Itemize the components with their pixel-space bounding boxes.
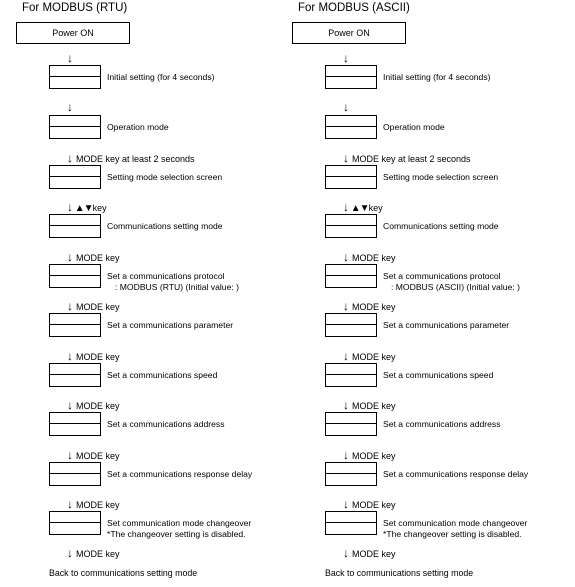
display-box [325, 264, 377, 288]
step-label: Initial setting (for 4 seconds) [107, 72, 215, 82]
step-arrow [343, 101, 349, 114]
step-arrow [67, 152, 195, 165]
down-arrow-icon: ↓ [67, 151, 73, 165]
display-box [49, 412, 101, 436]
step-label: Operation mode [107, 122, 169, 132]
down-arrow-icon: ↓ [343, 299, 349, 313]
step-label: Set communication mode changeover [107, 518, 252, 528]
down-arrow-icon: ↓ [67, 100, 73, 114]
final-arrow [67, 547, 120, 560]
step-label: Set a communications speed [107, 370, 218, 380]
step-label: Set a communications address [107, 419, 225, 429]
down-arrow-icon: ↓ [67, 497, 73, 511]
arrow-instruction: MODE key [352, 500, 396, 510]
display-box [325, 412, 377, 436]
display-box [49, 115, 101, 139]
step-label: Set a communications protocol [107, 271, 225, 281]
down-arrow-icon: ↓ [343, 497, 349, 511]
display-box [49, 363, 101, 387]
arrow-instruction: MODE key [352, 549, 396, 559]
step-sublabel: : MODBUS (RTU) (Initial value: ) [115, 282, 239, 292]
arrow-instruction: MODE key [352, 401, 396, 411]
down-arrow-icon: ↓ [343, 51, 349, 65]
step-arrow [343, 52, 349, 65]
step-label: Set a communications parameter [107, 320, 234, 330]
step-label: Set communication mode changeover [383, 518, 528, 528]
step-arrow [343, 350, 396, 363]
arrow-instruction: MODE key [76, 253, 120, 263]
step-label: Initial setting (for 4 seconds) [383, 72, 491, 82]
step-arrow [343, 449, 396, 462]
step-arrow [67, 251, 120, 264]
power-on-box: Power ON [16, 22, 130, 44]
down-arrow-icon: ↓ [67, 546, 73, 560]
step-arrow [343, 399, 396, 412]
up-down-key-icon: ▲▼ [349, 203, 369, 214]
step-label: Setting mode selection screen [107, 172, 223, 182]
down-arrow-icon: ↓ [67, 299, 73, 313]
arrow-instruction: MODE key at least 2 seconds [76, 154, 195, 164]
arrow-instruction: MODE key [352, 352, 396, 362]
step-arrow [67, 498, 120, 511]
step-arrow [67, 201, 107, 215]
step-label: Set a communications address [383, 419, 501, 429]
step-arrow [67, 101, 73, 114]
display-box [49, 65, 101, 89]
step-sublabel: *The changeover setting is disabled. [107, 529, 246, 539]
down-arrow-icon: ↓ [343, 151, 349, 165]
down-arrow-icon: ↓ [67, 250, 73, 264]
down-arrow-icon: ↓ [343, 398, 349, 412]
step-label: Set a communications speed [383, 370, 494, 380]
step-arrow [343, 152, 471, 165]
display-box [325, 65, 377, 89]
step-label: Communications setting mode [107, 221, 223, 231]
down-arrow-icon: ↓ [67, 398, 73, 412]
arrow-instruction: MODE key [76, 500, 120, 510]
step-arrow [67, 350, 120, 363]
arrow-instruction: MODE key [352, 253, 396, 263]
display-box [49, 511, 101, 535]
arrow-instruction: MODE key [76, 352, 120, 362]
column-title: For MODBUS (ASCII) [298, 2, 410, 14]
down-arrow-icon: ↓ [343, 200, 349, 214]
step-arrow [343, 498, 396, 511]
display-box [49, 214, 101, 238]
arrow-instruction: MODE key [76, 401, 120, 411]
down-arrow-icon: ↓ [343, 100, 349, 114]
display-box [49, 165, 101, 189]
final-arrow [343, 547, 396, 560]
display-box [325, 214, 377, 238]
arrow-instruction: MODE key [352, 451, 396, 461]
power-on-box: Power ON [292, 22, 406, 44]
down-arrow-icon: ↓ [343, 349, 349, 363]
display-box [325, 462, 377, 486]
display-box [325, 165, 377, 189]
down-arrow-icon: ↓ [67, 51, 73, 65]
step-arrow [343, 300, 396, 313]
step-label: Set a communications response delay [107, 469, 253, 479]
step-arrow [343, 201, 383, 215]
down-arrow-icon: ↓ [343, 546, 349, 560]
display-box [325, 511, 377, 535]
display-box [325, 115, 377, 139]
arrow-instruction: MODE key [352, 302, 396, 312]
arrow-instruction: key [368, 203, 383, 213]
display-box [325, 363, 377, 387]
down-arrow-icon: ↓ [343, 250, 349, 264]
step-sublabel: : MODBUS (ASCII) (Initial value: ) [391, 282, 520, 292]
arrow-instruction: key [92, 203, 107, 213]
step-label: Operation mode [383, 122, 445, 132]
back-label: Back to communications setting mode [49, 568, 198, 578]
back-label: Back to communications setting mode [325, 568, 474, 578]
arrow-instruction: MODE key [76, 549, 120, 559]
step-arrow [67, 449, 120, 462]
step-label: Set a communications parameter [383, 320, 510, 330]
step-arrow [343, 251, 396, 264]
step-label: Setting mode selection screen [383, 172, 499, 182]
arrow-instruction: MODE key at least 2 seconds [352, 154, 471, 164]
step-sublabel: *The changeover setting is disabled. [383, 529, 522, 539]
down-arrow-icon: ↓ [67, 448, 73, 462]
down-arrow-icon: ↓ [343, 448, 349, 462]
step-arrow [67, 399, 120, 412]
step-label: Set a communications response delay [383, 469, 529, 479]
step-arrow [67, 52, 73, 65]
down-arrow-icon: ↓ [67, 200, 73, 214]
display-box [49, 462, 101, 486]
step-arrow [67, 300, 120, 313]
step-label: Set a communications protocol [383, 271, 501, 281]
column-title: For MODBUS (RTU) [22, 2, 128, 14]
display-box [49, 264, 101, 288]
arrow-instruction: MODE key [76, 302, 120, 312]
down-arrow-icon: ↓ [67, 349, 73, 363]
display-box [49, 313, 101, 337]
arrow-instruction: MODE key [76, 451, 120, 461]
display-box [325, 313, 377, 337]
step-label: Communications setting mode [383, 221, 499, 231]
up-down-key-icon: ▲▼ [73, 203, 93, 214]
